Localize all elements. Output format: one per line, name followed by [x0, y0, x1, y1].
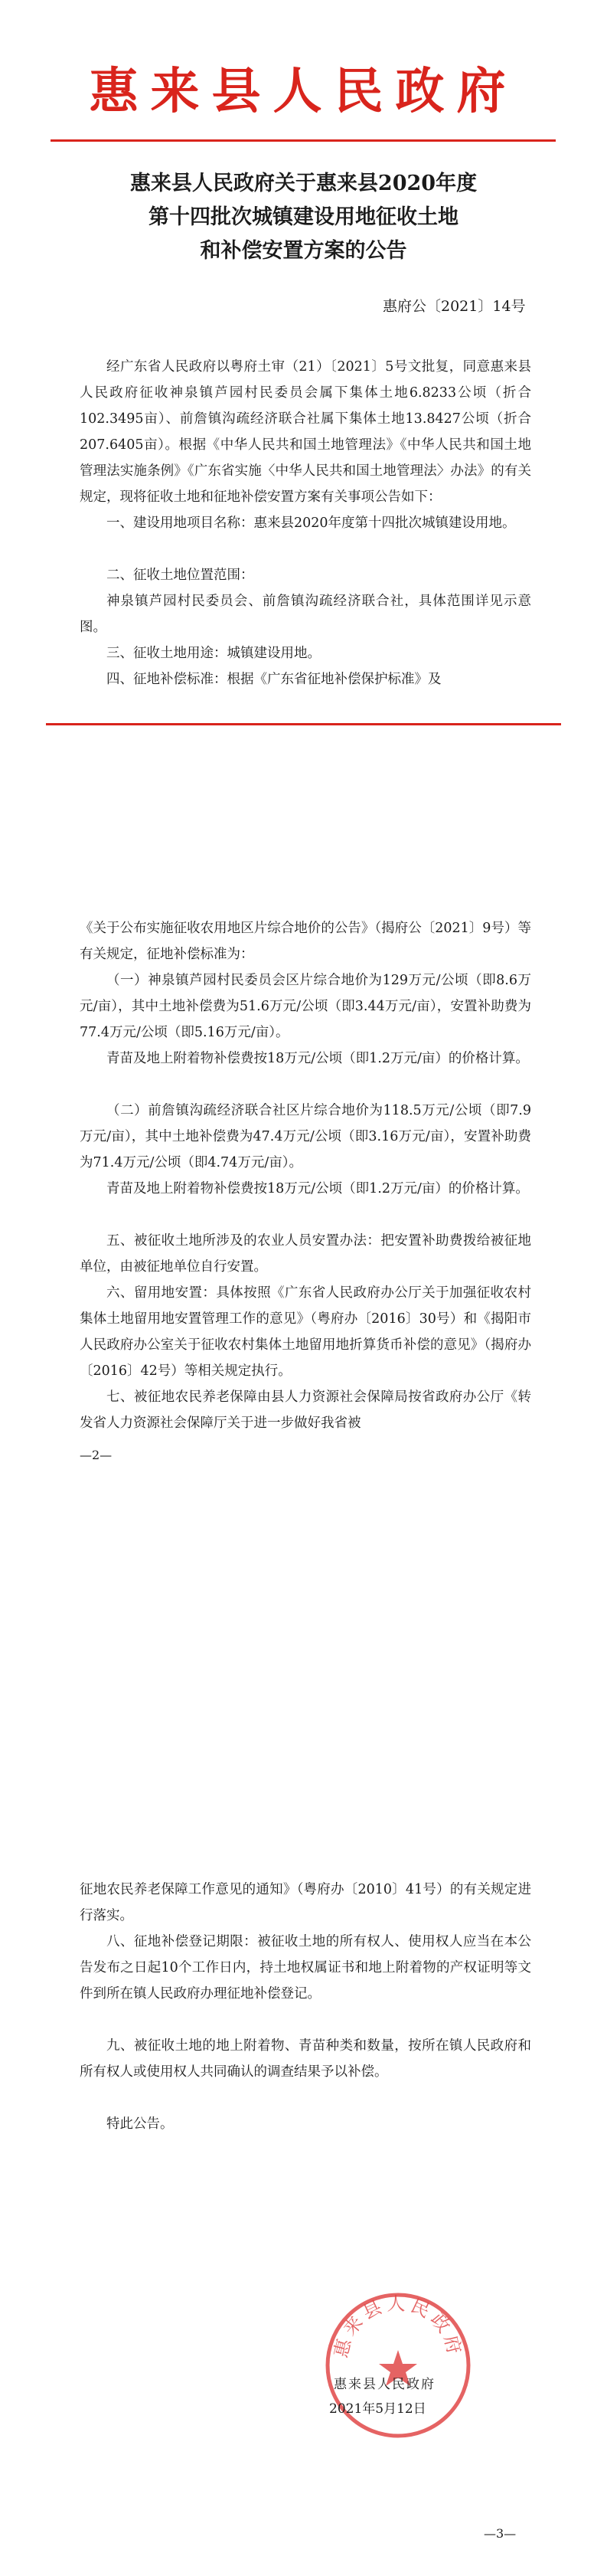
signature-date: 2021年5月12日 — [329, 2401, 426, 2417]
item-4: 四、征地补偿标准：根据《广东省征地补偿保护标准》及 — [106, 672, 442, 687]
item-7-continued: 征地农民养老保障工作意见的通知》（粤府办〔2010〕41号）的有关规定进行落实。 — [80, 1882, 531, 1923]
item-4-continued: 《关于公布实施征收农用地区片综合地价的公告》（揭府公〔2021〕9号）等有关规定，征地补偿标准为： — [80, 921, 531, 962]
masthead-rule — [51, 139, 556, 142]
doc-number: 惠府公〔2021〕14号 — [383, 298, 526, 315]
item-9: 九、被征收土地的地上附着物、青苗种类和数量，按所在镇人民政府和所有权人或使用权人共同确认的调查结果予以补偿。 — [80, 2038, 531, 2080]
closing-statement: 特此公告。 — [106, 2116, 174, 2132]
item-4-1-crops: 青苗及地上附着物补偿费按18万元/公顷（即1.2万元/亩）的价格计算。 — [106, 1051, 529, 1066]
item-2: 二、征收土地位置范围： — [106, 568, 254, 583]
title-line-1: 惠来县人民政府关于惠来县2020年度 — [129, 172, 478, 195]
item-7: 七、被征地农民养老保障由县人力资源社会保障局按省政府办公厅《转发省人力资源社会保障厅关于进一步做好我省被 — [80, 1389, 531, 1431]
item-1: 一、建设用地项目名称：惠来县2020年度第十四批次城镇建设用地。 — [106, 516, 516, 531]
page-number-3: —3— — [484, 2526, 517, 2541]
item-3: 三、征收土地用途：城镇建设用地。 — [106, 646, 321, 661]
item-4-2-crops: 青苗及地上附着物补偿费按18万元/公顷（即1.2万元/亩）的价格计算。 — [106, 1181, 529, 1196]
item-2-detail: 神泉镇芦园村民委员会、前詹镇沟疏经济联合社，具体范围详见示意图。 — [80, 594, 531, 635]
page-break-rule — [46, 723, 561, 725]
item-5: 五、被征收土地所涉及的农业人员安置办法：把安置补助费拨给被征地单位，由被征地单位自行安置。 — [80, 1233, 531, 1275]
svg-text:惠来县人民政府 — [330, 2293, 466, 2360]
seal-text: 惠来县人民政府 — [330, 2293, 466, 2360]
masthead: 惠来县人民政府 — [89, 63, 518, 120]
item-8: 八、征地补偿登记期限：被征收土地的所有权人、使用权人应当在本公告发布之日起10个工作日内，持土地权属证书和地上附着物的产权证明等文件到所在镇人民政府办理征地补偿登记。 — [80, 1934, 531, 2002]
title-line-3: 和补偿安置方案的公告 — [200, 239, 407, 263]
item-6: 六、留用地安置：具体按照《广东省人民政府办公厅关于加强征收农村集体土地留用地安置管理工作的意见》（粤府办〔2016〕30号）和《揭阳市人民政府办公室关于征收农村集体土地留用地折算货币补偿的意见》（揭府办〔2016〕42号）等相关规定执行。 — [80, 1285, 531, 1379]
intro-paragraph: 经广东省人民政府以粤府土审（21）〔2021〕5号文批复，同意惠来县人民政府征收神泉镇芦园村民委员会属下集体土地6.8233公顷（折合102.3495亩）、前詹镇沟疏经济联合社属下集体土地13.8427公顷（折合207.6405亩）。根据《中华人民共和国土地管理法》《中华人民共和国土地管理法实施条例》《广东省实施〈中华人民共和国土地管理法〉办法》的有关规定，现将征收土地和征地补偿安置方案有关事项公告如下： — [80, 359, 531, 505]
signature-org: 惠来县人民政府 — [334, 2377, 436, 2392]
page-number-2: —2— — [80, 1448, 113, 1462]
item-4-1: （一）神泉镇芦园村民委员会区片综合地价为129万元/公顷（即8.6万元/亩），其中土地补偿费为51.6万元/公顷（即3.44万元/亩），安置补助费为77.4万元/公顷（即5.16万元/亩）。 — [80, 973, 531, 1040]
item-4-2: （二）前詹镇沟疏经济联合社区片综合地价为118.5万元/公顷（即7.9万元/亩），其中土地补偿费为47.4万元/公顷（即3.16万元/亩），安置补助费为71.4万元/公顷（即4.74万元/亩）。 — [80, 1103, 531, 1170]
title-line-2: 第十四批次城镇建设用地征收土地 — [148, 205, 459, 229]
